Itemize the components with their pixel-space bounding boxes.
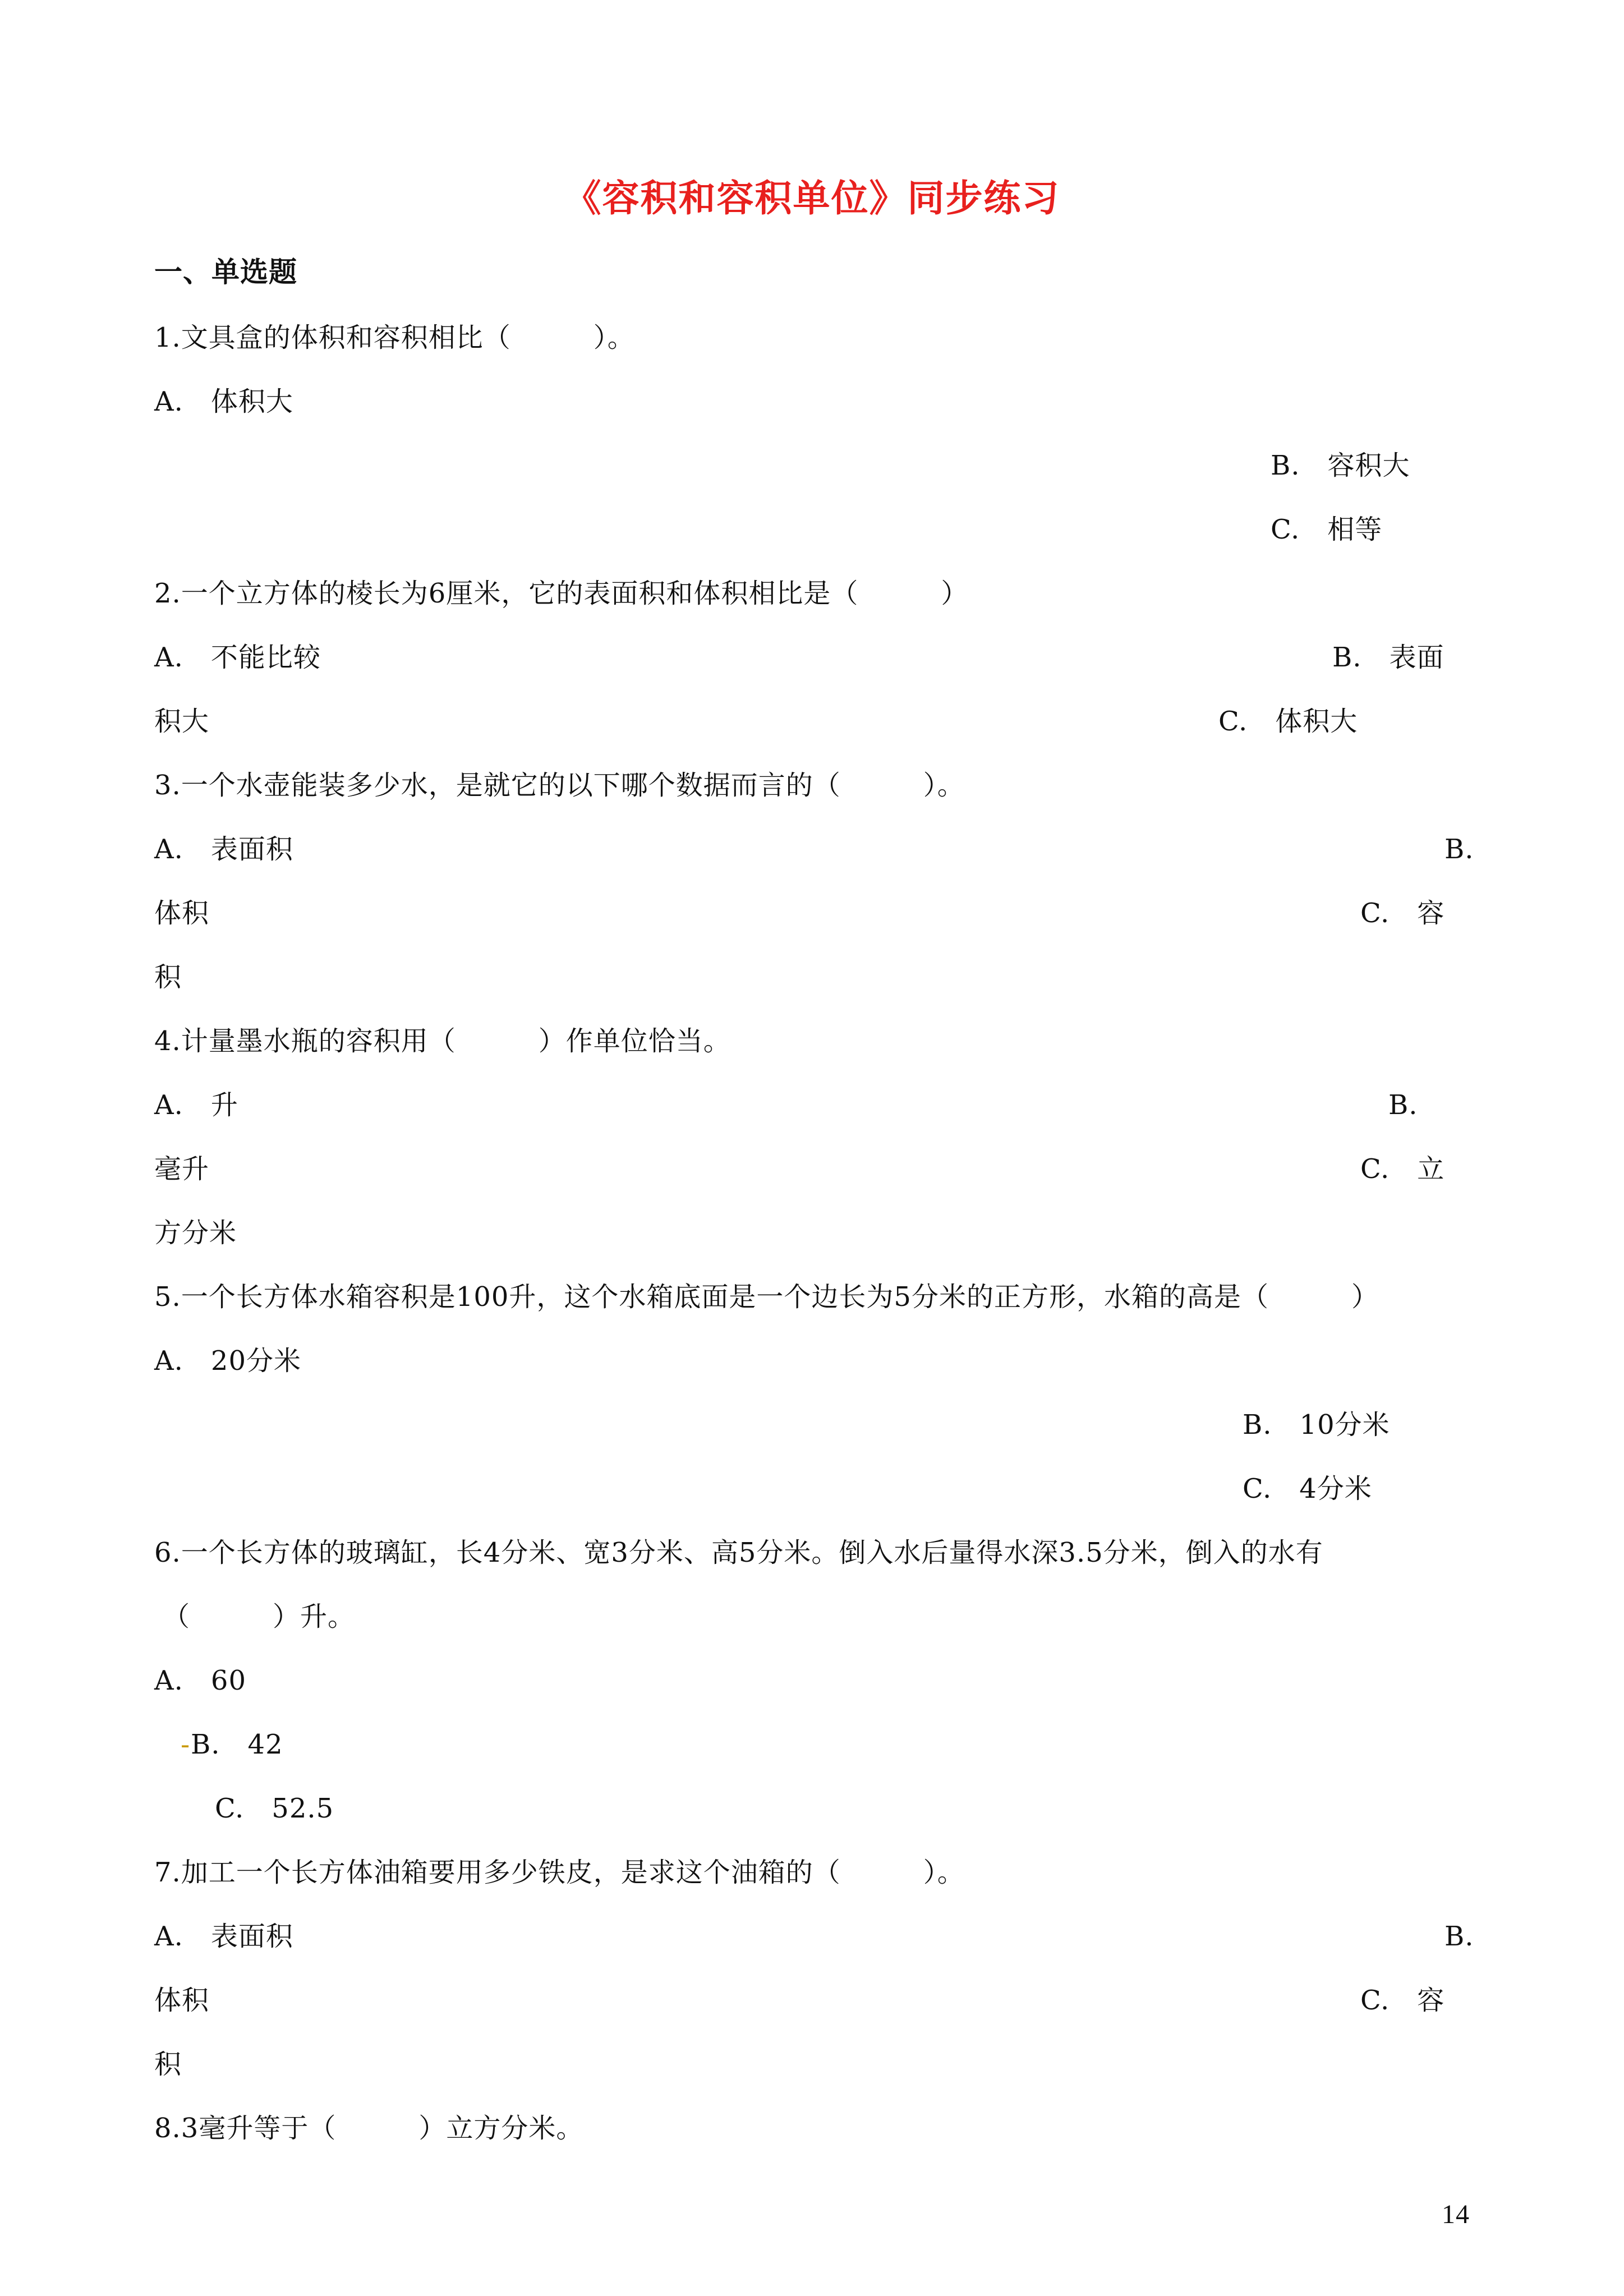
question-5-stem: 5.一个长方体水箱容积是100升，这个水箱底面是一个边长为5分米的正方形，水箱的高是（ ） <box>154 1281 1379 1313</box>
question-6-stem: 6.一个长方体的玻璃缸，长4分米、宽3分米、高5分米。倒入水后量得水深3.5分米，倒入的水有 <box>154 1537 1323 1568</box>
question-2-option-c[interactable]: C. 体积大 <box>1218 706 1358 737</box>
question-4-stem: 4.计量墨水瓶的容积用（ ）作单位恰当。 <box>154 1025 731 1057</box>
question-4-option-c[interactable]: C. 立 <box>1360 1153 1445 1185</box>
question-4-option-c-cont[interactable]: 方分米 <box>154 1217 237 1249</box>
question-6-option-b[interactable]: B. 42 <box>191 1729 283 1760</box>
question-3-option-a[interactable]: A. 表面积 <box>154 834 293 865</box>
question-7-stem: 7.加工一个长方体油箱要用多少铁皮，是求这个油箱的（ ）。 <box>154 1857 965 1888</box>
question-1-option-c[interactable]: C. 相等 <box>1271 514 1383 545</box>
question-2-stem: 2.一个立方体的棱长为6厘米，它的表面积和体积相比是（ ） <box>154 578 969 609</box>
question-5-option-c[interactable]: C. 4分米 <box>1243 1473 1372 1504</box>
question-3-option-c-cont[interactable]: 积 <box>154 961 182 993</box>
question-7-option-a[interactable]: A. 表面积 <box>154 1921 293 1952</box>
question-4-option-b[interactable]: B. <box>1388 1089 1418 1121</box>
question-6-option-c[interactable]: C. 52.5 <box>215 1793 334 1824</box>
question-7-option-c-cont[interactable]: 积 <box>154 2049 182 2080</box>
question-5-option-a[interactable]: A. 20分米 <box>154 1345 302 1377</box>
question-2-option-b[interactable]: B. 表面 <box>1332 642 1444 673</box>
question-4-option-b-cont[interactable]: 毫升 <box>154 1153 210 1185</box>
question-4-option-a[interactable]: A. 升 <box>154 1089 238 1121</box>
question-2-option-a[interactable]: A. 不能比较 <box>154 642 321 673</box>
question-1-option-a[interactable]: A. 体积大 <box>154 386 293 417</box>
question-3-stem: 3.一个水壶能装多少水，是就它的以下哪个数据而言的（ ）。 <box>154 770 965 801</box>
question-3-option-b[interactable]: B. <box>1444 834 1474 865</box>
question-1-option-b[interactable]: B. 容积大 <box>1271 450 1410 481</box>
question-8-stem: 8.3毫升等于（ ）立方分米。 <box>154 2113 584 2144</box>
question-5-option-b[interactable]: B. 10分米 <box>1243 1409 1390 1441</box>
page-number: 14 <box>1442 2200 1470 2229</box>
question-6-option-a[interactable]: A. 60 <box>154 1665 247 1696</box>
question-7-option-b[interactable]: B. <box>1444 1921 1474 1952</box>
question-1-stem: 1.文具盒的体积和容积相比（ ）。 <box>154 322 635 353</box>
stray-dash-mark: - <box>181 1729 191 1760</box>
section-heading: 一、单选题 <box>154 255 297 288</box>
page-title: 《容积和容积单位》同步练习 <box>564 176 1060 220</box>
question-2-option-b-cont[interactable]: 积大 <box>154 706 210 737</box>
question-3-option-b-cont[interactable]: 体积 <box>154 898 210 929</box>
question-6-stem-cont: （ ）升。 <box>163 1601 356 1632</box>
question-7-option-c[interactable]: C. 容 <box>1360 1985 1445 2016</box>
question-7-option-b-cont[interactable]: 体积 <box>154 1985 210 2016</box>
question-3-option-c[interactable]: C. 容 <box>1360 898 1445 929</box>
